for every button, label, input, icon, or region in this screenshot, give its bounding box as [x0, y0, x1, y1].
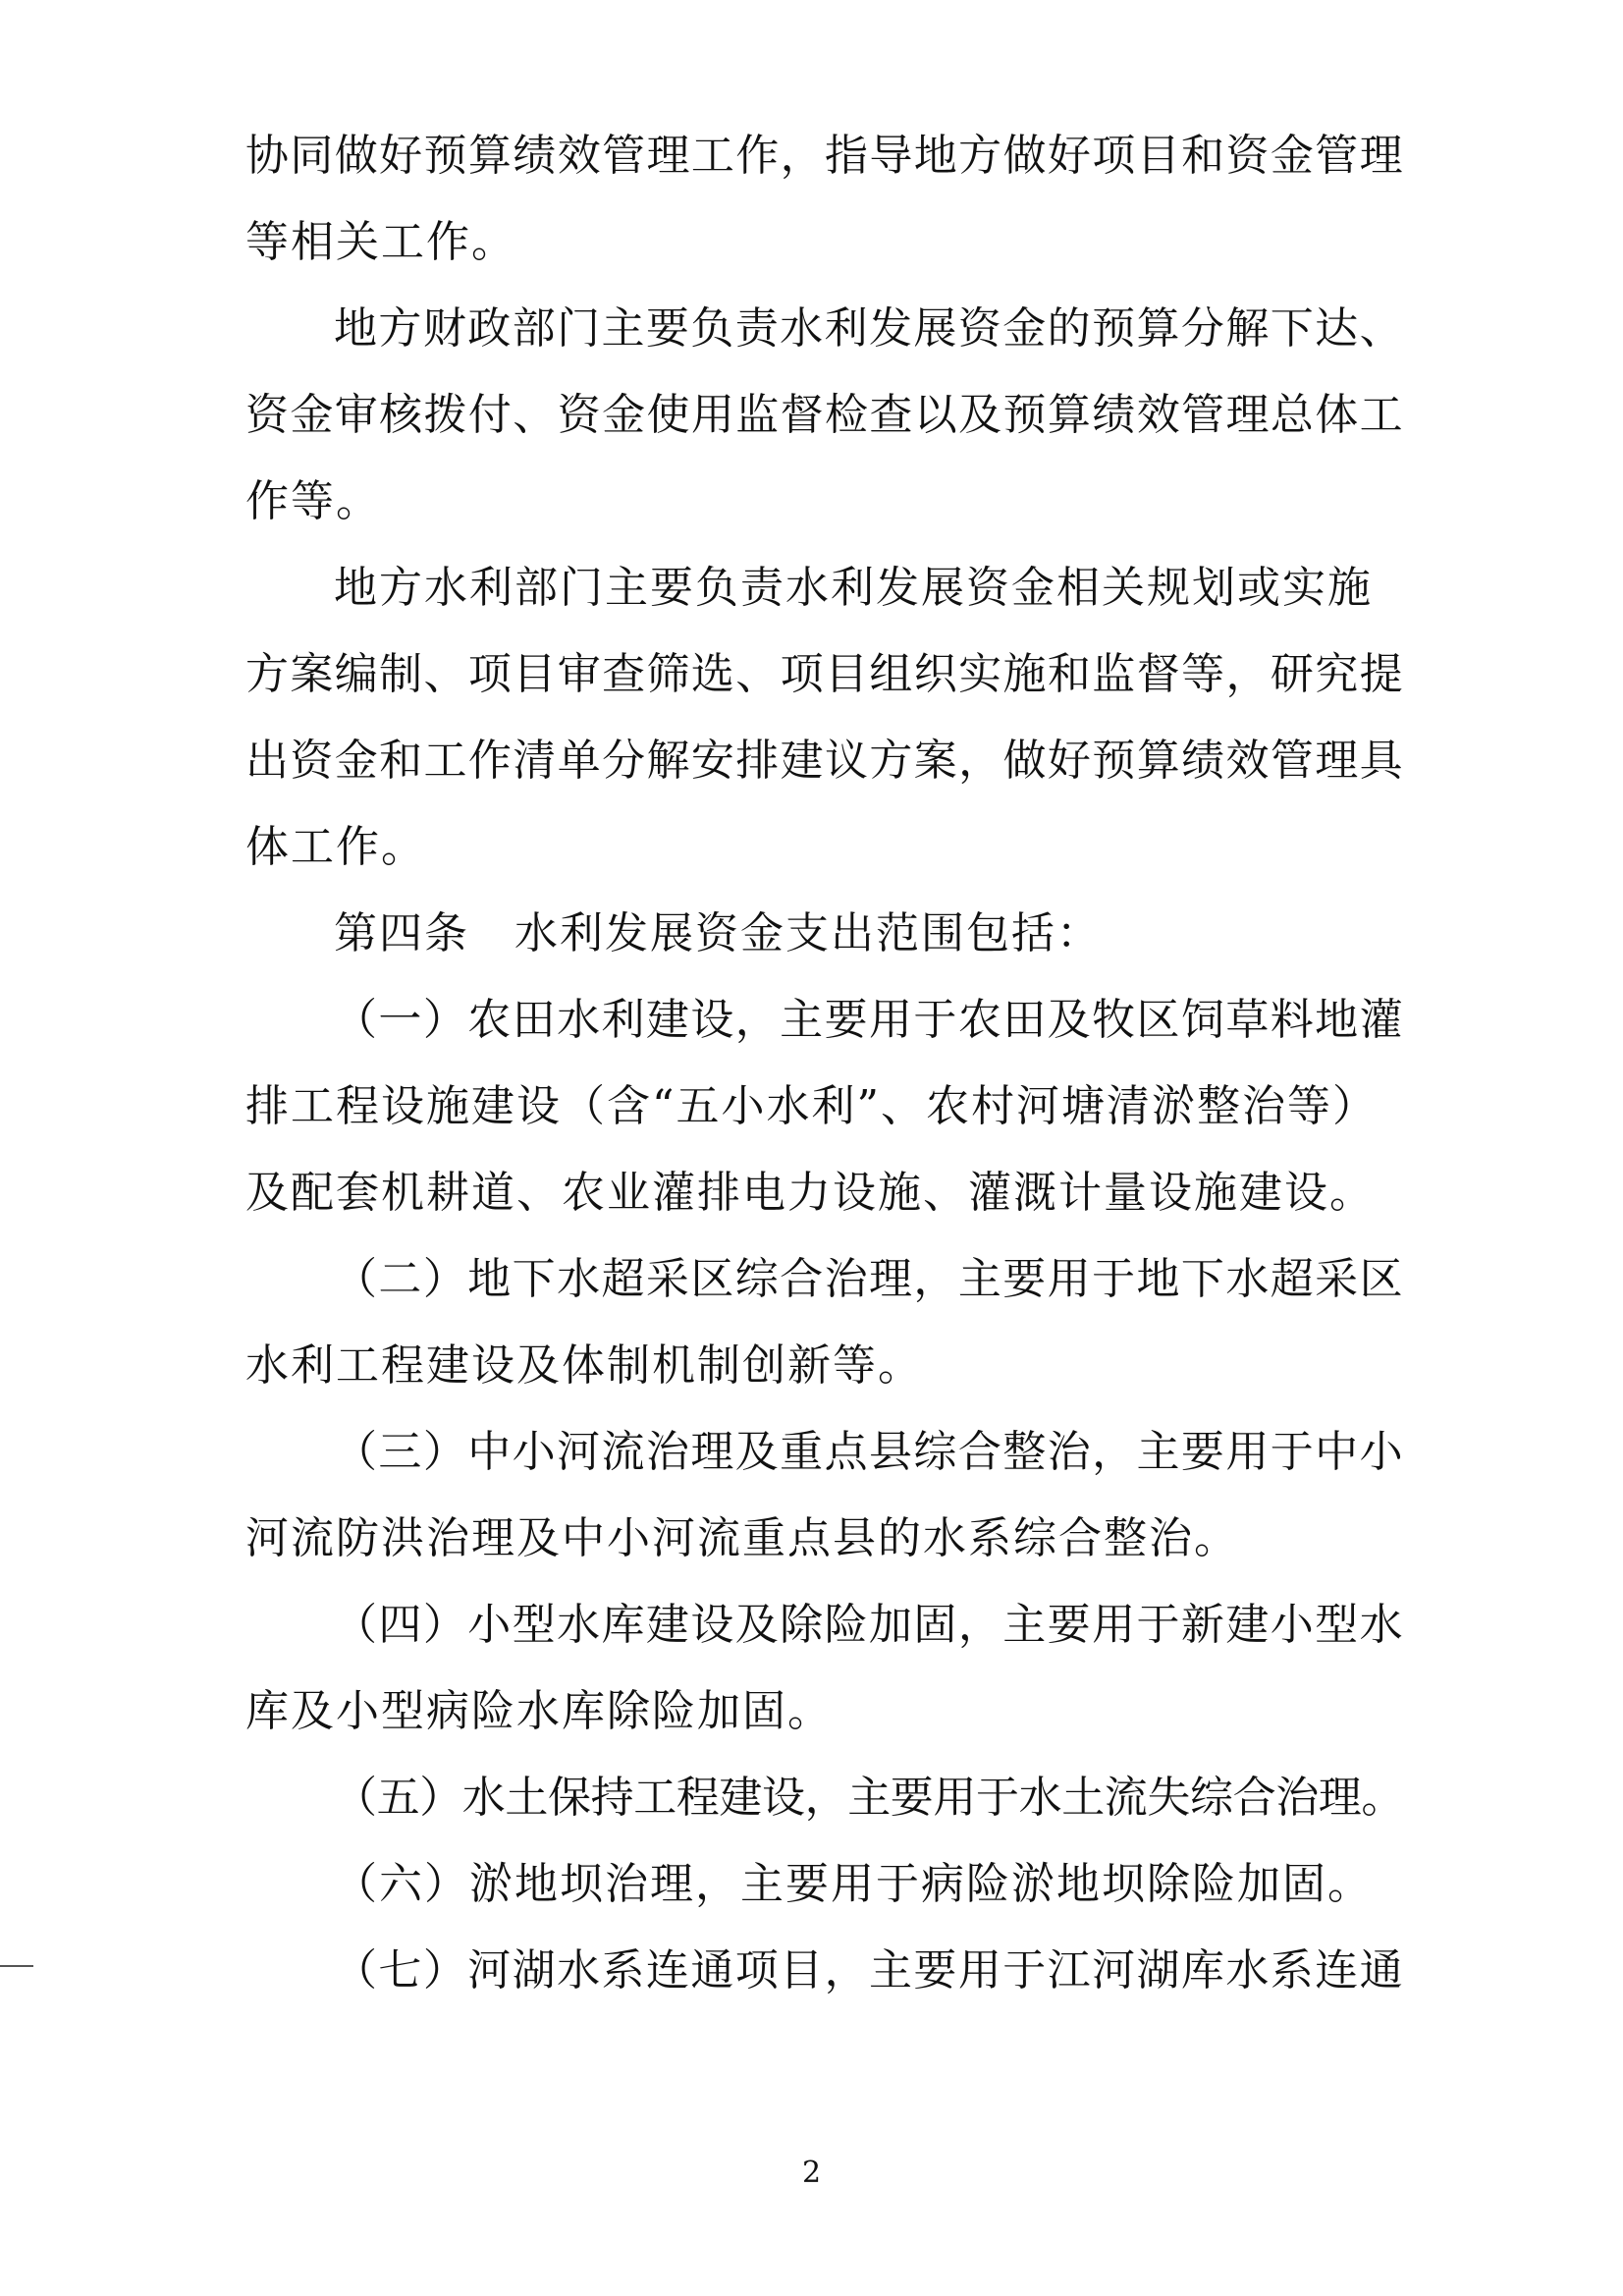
text-line — [0, 117, 1623, 195]
text-line — [0, 1672, 1623, 1751]
line-text: （七）河湖水系连通项目，主要用于江河湖库水系连通 — [334, 1945, 1404, 1995]
text-line — [0, 722, 1623, 800]
line-text: （三）中小河流治理及重点县综合整治，主要用于中小 — [334, 1427, 1404, 1477]
line-text: 排工程设施建设（含“五小水利”、农村河塘清淤整治等） — [245, 1081, 1378, 1131]
line-text: （五）水土保持工程建设，主要用于水土流失综合治理。 — [334, 1773, 1404, 1823]
line-text: 及配套机耕道、农业灌排电力设施、灌溉计量设施建设。 — [245, 1168, 1375, 1218]
text-line — [0, 463, 1623, 541]
text-line — [0, 1067, 1623, 1146]
line-text: 库及小型病险水库除险加固。 — [245, 1686, 833, 1736]
text-line — [0, 808, 1623, 887]
line-text: 河流防洪治理及中小河流重点县的水系综合整治。 — [245, 1513, 1239, 1563]
line-text: 地方水利部门主要负责水利发展资金相关规划或实施 — [334, 563, 1373, 613]
text-line — [0, 1586, 1623, 1665]
line-text: 体工作。 — [245, 822, 426, 872]
text-line — [0, 1500, 1623, 1578]
line-text: 地方财政部门主要负责水利发展资金的预算分解下达、 — [334, 303, 1404, 354]
line-text: 第四条 水利发展资金支出范围包括： — [334, 908, 1102, 958]
text-line — [0, 1154, 1623, 1232]
margin-tick-mark — [0, 1965, 33, 1967]
text-line — [0, 203, 1623, 282]
page-number: 2 — [801, 2156, 822, 2190]
text-line — [0, 981, 1623, 1060]
line-text: 作等。 — [245, 476, 381, 526]
line-text: 等相关工作。 — [245, 217, 516, 267]
text-line — [0, 895, 1623, 973]
line-text: （六）淤地坝治理，主要用于病险淤地坝除险加固。 — [334, 1859, 1373, 1909]
text-line — [0, 376, 1623, 455]
line-text: （四）小型水库建设及除险加固，主要用于新建小型水 — [334, 1600, 1404, 1650]
line-text: （一）农田水利建设，主要用于农田及牧区饲草料地灌 — [334, 995, 1404, 1045]
text-line — [0, 1845, 1623, 1924]
text-line — [0, 635, 1623, 714]
text-line — [0, 1413, 1623, 1492]
text-line — [0, 1932, 1623, 2010]
text-line — [0, 1327, 1623, 1405]
text-line — [0, 290, 1623, 368]
text-line — [0, 549, 1623, 628]
line-text: 资金审核拨付、资金使用监督检查以及预算绩效管理总体工 — [245, 390, 1404, 440]
text-line — [0, 1759, 1623, 1837]
line-text: 水利工程建设及体制机制创新等。 — [245, 1340, 923, 1391]
line-text: 协同做好预算绩效管理工作，指导地方做好项目和资金管理 — [245, 131, 1404, 181]
line-text: 方案编制、项目审查筛选、项目组织实施和监督等，研究提 — [245, 649, 1404, 699]
line-text: 出资金和工作清单分解安排建议方案，做好预算绩效管理具 — [245, 736, 1404, 786]
line-text: （二）地下水超采区综合治理，主要用于地下水超采区 — [334, 1254, 1404, 1304]
text-line — [0, 1240, 1623, 1319]
